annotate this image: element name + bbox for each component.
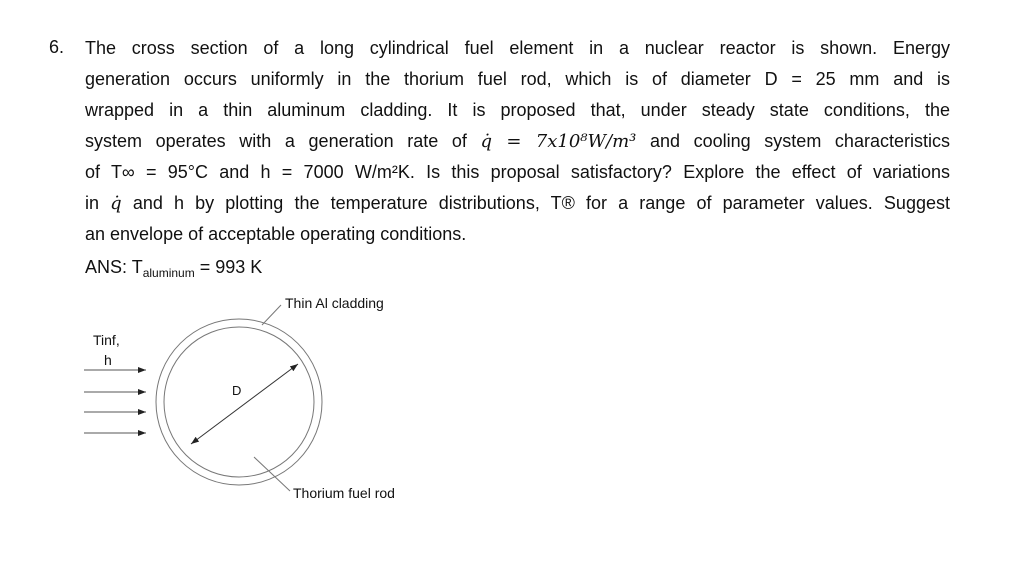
text-segment: system operates with a generation rate of	[85, 131, 467, 151]
text-line: of T∞ = 95°C and h = 7000 W/m²K. Is this proposal satisfactory? Explore the effect of variations	[85, 162, 950, 182]
cladding-outer-circle	[156, 319, 322, 485]
text-segment: and h by plotting the temperature distributions, T® for a range of parameter values. Suggest	[132, 193, 950, 213]
rod-label: Thorium fuel rod	[293, 485, 395, 501]
text-line: The cross section of a long cylindrical fuel element in a nuclear reactor is shown. Energy	[85, 38, 950, 58]
flow-label-tinf: Tinf,	[93, 332, 120, 348]
text-line: wrapped in a thin aluminum cladding. It is proposed that, under steady state conditions, the	[85, 100, 950, 120]
problem-number: 6.	[49, 37, 65, 57]
text-segment: and cooling system characteristics	[650, 131, 950, 151]
answer-subscript: aluminum	[142, 266, 195, 280]
fuel-rod-circle	[164, 327, 314, 477]
text-line: an envelope of acceptable operating conditions.	[85, 224, 467, 244]
text-line: generation occurs uniformly in the thorium fuel rod, which is of diameter D = 25 mm and is	[85, 69, 950, 89]
flow-label-h: h	[104, 352, 112, 368]
generation-rate-equation: q̇ = 7x10⁸W/m³	[480, 131, 637, 152]
diameter-label: D	[232, 383, 242, 398]
text-segment: in	[85, 193, 100, 213]
answer-prefix: ANS: T	[85, 257, 143, 277]
diameter-arrow	[191, 364, 298, 444]
answer-value: = 993 K	[194, 257, 263, 277]
cladding-leader-line	[262, 305, 281, 325]
cladding-label: Thin Al cladding	[285, 295, 384, 311]
q-dot-symbol: q̇	[110, 193, 122, 214]
